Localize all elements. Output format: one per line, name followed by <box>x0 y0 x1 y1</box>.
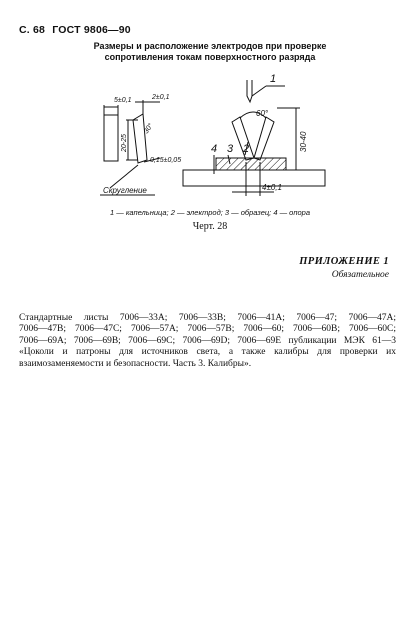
label-dim-radius: 0,15±0,05 <box>150 157 182 164</box>
callout-4: 4 <box>211 143 218 155</box>
label-angle-60: 60° <box>256 109 269 118</box>
label-dim-angle: 30° <box>142 122 155 136</box>
support <box>183 170 325 186</box>
callout-1-leader <box>252 86 266 96</box>
body-line: взаимозаменяемости и безопасности. Часть 3. Калибры». <box>19 358 252 369</box>
appendix-title: ПРИЛОЖЕНИЕ 1 <box>299 256 389 267</box>
label-dim-width: 5±0,1 <box>114 97 132 104</box>
callout-2: 2 <box>243 143 250 155</box>
dropper-body <box>247 80 252 102</box>
callout-3: 3 <box>227 143 234 155</box>
electrode-right <box>254 117 274 160</box>
technical-drawing <box>0 0 419 210</box>
figure-title-line-1: Размеры и расположение электродов при проверке <box>93 41 327 51</box>
label-dim-gap: 4±0,1 <box>262 183 282 192</box>
figure-legend: 1 — капельница; 2 — электрод; 3 — образец; 4 — опора <box>110 208 310 217</box>
rounding-leader <box>110 165 138 188</box>
body-line: 7006—69А; 7006—69В; 7006—69С; 7006—69D; 7006—69Е публикации МЭК 61—3 <box>19 335 396 346</box>
specimen <box>216 158 286 170</box>
page-number: С. 68 <box>19 24 46 36</box>
label-dim-height: 20-25 <box>121 134 128 152</box>
body-line: Стандартные листы 7006—33А; 7006—33В; 7006—41А; 7006—47; 7006—47А; <box>19 313 396 323</box>
callout-1: 1 <box>270 73 277 85</box>
standard-code: ГОСТ 9806—90 <box>52 24 131 36</box>
electrode-detail-tip <box>133 114 147 163</box>
label-dim-tip: 2±0,1 <box>152 94 170 101</box>
figure-caption: Черт. 28 <box>192 221 228 232</box>
label-dim-30-40: 30-40 <box>299 131 308 152</box>
electrode-detail-outline <box>104 115 118 161</box>
label-rounding: Скругление <box>103 186 147 195</box>
body-line: «Цоколи и патроны для источников света, а также калибры для проверки их <box>19 347 396 358</box>
appendix-subtitle: Обязательное <box>331 270 389 280</box>
appendix-body <box>19 313 396 370</box>
body-line: 7006—47В; 7006—47С; 7006—57А; 7006—57В; 7006—60; 7006—60В; 7006—60С; <box>19 324 396 335</box>
figure-title-line-2: сопротивления токам поверхностного разряда <box>104 52 316 62</box>
